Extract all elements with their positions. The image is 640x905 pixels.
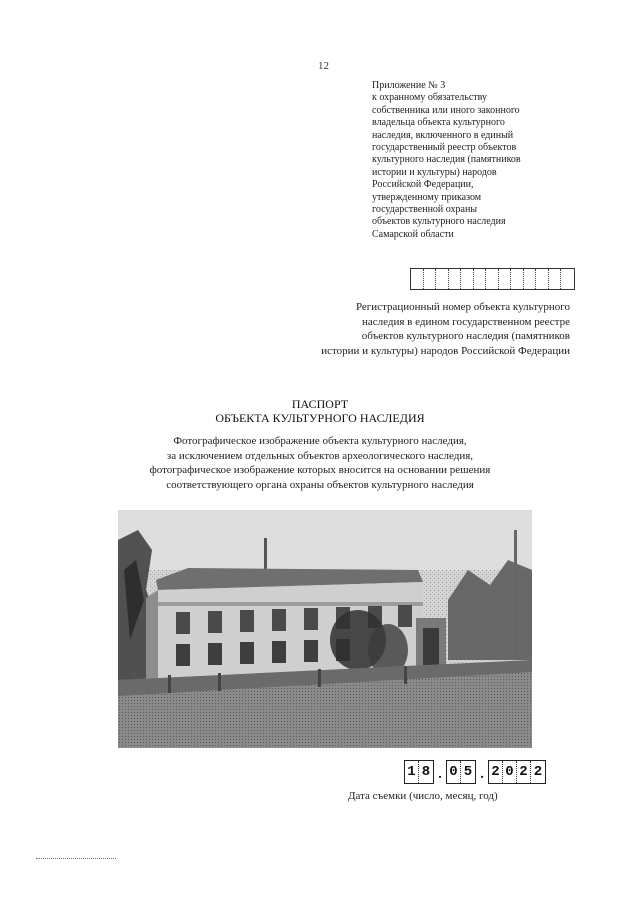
photo-caption-line: за исключением отдельных объектов археологического наследия,: [166, 449, 474, 462]
date-caption: Дата съемки (число, месяц, год): [348, 790, 498, 802]
date-digit: 0: [503, 761, 517, 783]
date-digit: 5: [463, 764, 473, 780]
photo-caption: [0, 434, 640, 492]
appendix-line: утвержденному приказом: [372, 191, 482, 203]
registration-digit-box: [461, 269, 474, 289]
date-digit: 8: [421, 764, 431, 780]
registration-digit-box: [499, 269, 512, 289]
registration-number-caption: [250, 300, 570, 358]
shooting-date-boxes: [404, 760, 546, 784]
date-month-box: [446, 760, 476, 784]
registration-caption-line: наследия в едином государственном реестре: [362, 315, 570, 328]
scan-artifact-line: [36, 858, 116, 861]
registration-digit-box: [536, 269, 549, 289]
appendix-line: владельца объекта культурного: [372, 117, 505, 129]
photo-caption-line: фотографическое изображение которых вносится на основании решения: [149, 464, 491, 476]
date-separator: .: [480, 767, 484, 782]
registration-digit-box: [524, 269, 537, 289]
date-separator: .: [438, 767, 442, 782]
registration-digit-box: [411, 269, 424, 289]
registration-digit-box: [474, 269, 487, 289]
photo-caption-line: соответствующего органа охраны объектов культурного наследия: [166, 478, 474, 491]
registration-number-boxes: [410, 268, 575, 290]
date-digit: 0: [447, 761, 461, 783]
registration-caption-line: объектов культурного наследия (памятников: [361, 330, 570, 342]
appendix-line: Приложение № 3: [372, 80, 446, 91]
registration-digit-box: [549, 269, 562, 289]
registration-caption-line: истории и культуры) народов Российской Федерации: [321, 344, 570, 357]
appendix-line: к охранному обязательству: [372, 92, 488, 104]
appendix-line: наследия, включенного в единый: [372, 129, 514, 141]
registration-digit-box: [486, 269, 499, 289]
appendix-line: собственника или иного законного: [372, 104, 520, 116]
registration-digit-box: [511, 269, 524, 289]
date-digit: 2: [489, 761, 503, 783]
appendix-line: объектов культурного наследия: [372, 216, 506, 228]
page-number: 12: [318, 60, 329, 72]
appendix-line: культурного наследия (памятников: [372, 154, 521, 166]
date-year-box: [488, 760, 546, 784]
registration-digit-box: [561, 269, 574, 289]
appendix-line: государственной охраны: [372, 204, 478, 216]
date-digit: 1: [405, 761, 419, 783]
title-line: ПАСПОРТ: [291, 397, 349, 411]
registration-digit-box: [449, 269, 462, 289]
registration-digit-box: [424, 269, 437, 289]
date-digit: 2: [533, 764, 543, 780]
date-digit: 2: [517, 761, 531, 783]
registration-digit-box: [436, 269, 449, 289]
photo-caption-line: Фотографическое изображение объекта культурного наследия,: [173, 435, 467, 447]
date-day-box: [404, 760, 434, 784]
appendix-line: Самарской области: [372, 228, 454, 240]
heritage-building-photo: [118, 510, 532, 748]
appendix-line: истории и культуры) народов: [372, 166, 497, 178]
passport-title: [0, 397, 640, 425]
appendix-line: государственный реестр объектов: [372, 142, 517, 154]
appendix-header: [372, 80, 572, 241]
title-line: ОБЪЕКТА КУЛЬТУРНОГО НАСЛЕДИЯ: [215, 411, 425, 425]
registration-caption-line: Регистрационный номер объекта культурного: [355, 301, 570, 313]
appendix-line: Российской Федерации,: [372, 179, 474, 191]
